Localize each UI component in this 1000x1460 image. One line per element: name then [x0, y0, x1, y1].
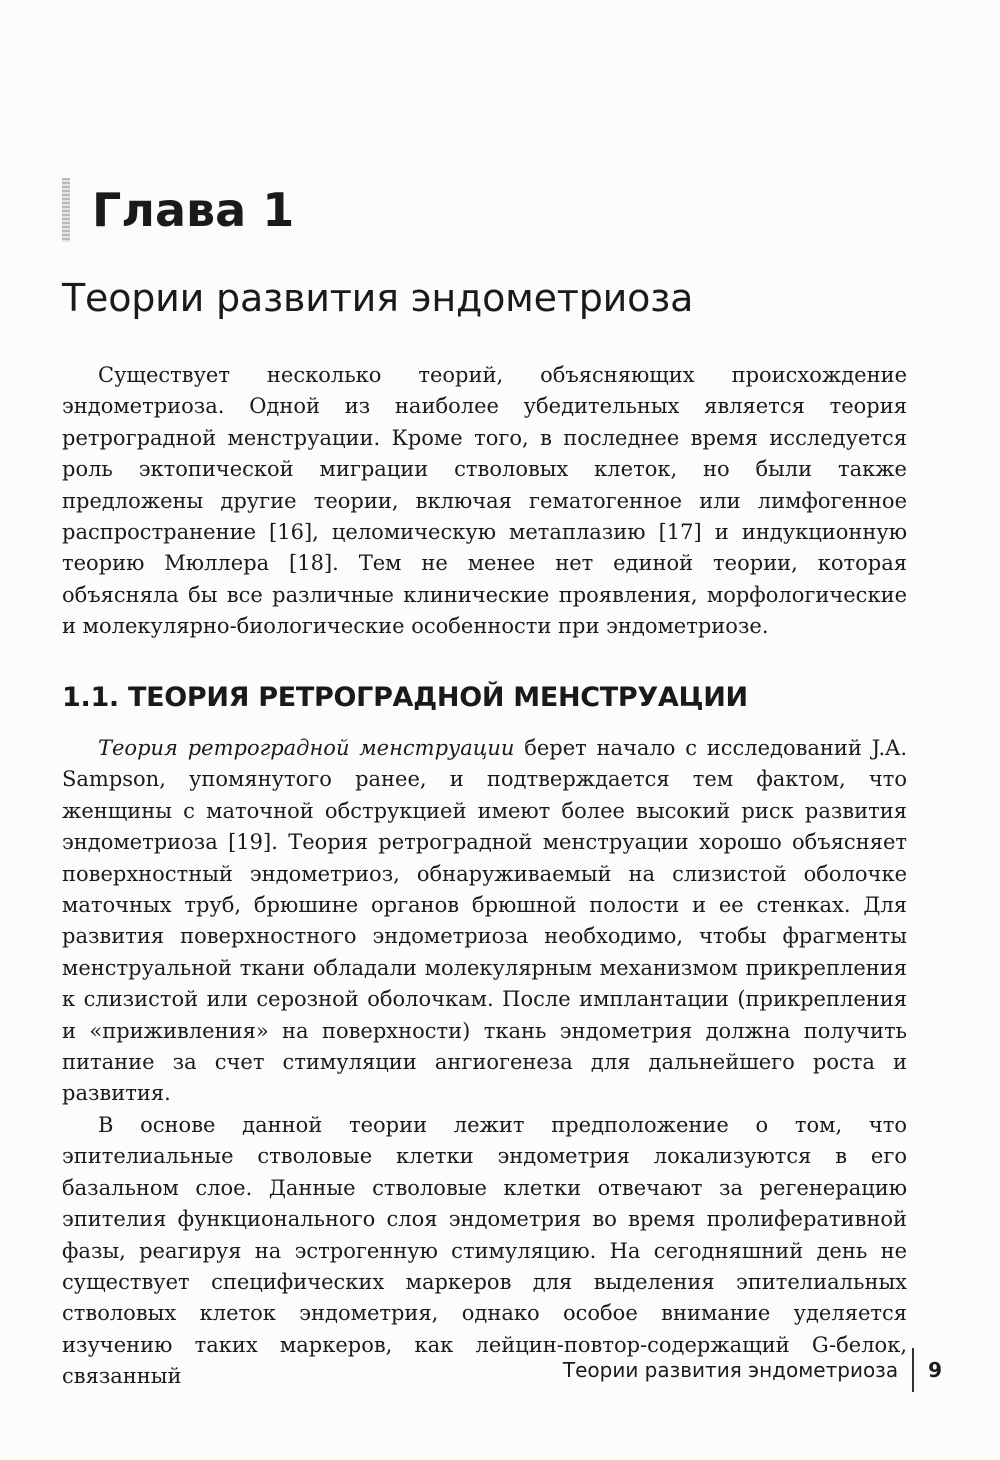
- section-paragraph-1: [62, 733, 907, 1110]
- section-paragraph-2: В основе данной теории лежит предположение о том, что эпителиальные стволовые клетки эндометрия локализуются в его базальном слое. Данные стволовые клетки отвечают за регенерацию эпителия функционального слоя эндометрия во время пролиферативной фазы, реагируя на эстрогенную стимуляцию. На сегодняшний день не существует специфических маркеров для выделения эпителиальных стволовых клеток эндометрия, однако особое внимание уделяется изучению таких маркеров, как лейцин-повтор-содержащий G-белок, связанный: [62, 1112, 907, 1389]
- intro-paragraph: Существует несколько теорий, объясняющих происхождение эндометриоза. Одной из наиболее убедительных является теория ретроградной менструации. Кроме того, в последнее время исследуется роль эктопической миграции стволовых клеток, но были также предложены другие теории, включая гематогенное или лимфогенное распространение [16], целомическую метаплазию [17] и индукционную теорию Мюллера [18]. Тем не менее нет единой теории, которая объясняла бы все различные клинические проявления, морфологические и молекулярно-биологические особенности при эндометриозе.: [62, 363, 907, 639]
- page-number: 9: [928, 1358, 942, 1382]
- chapter-title: Теории развития эндометриоза: [62, 276, 694, 320]
- paragraph-1-body: берет начало с исследований J.A. Sampson, упомянутого ранее, и подтверждается тем фактом, что женщины с маточной обструкцией имеют более высокий риск развития эндометриоза [19]. Теория ретроградной менструации хорошо объясняет поверхностный эндометриоз, обнаруживаемый на слизистой оболочке маточных труб, брюшине органов брюшной полости и ее стенках. Для развития поверхностного эндометриоза необходимо, чтобы фрагменты менструальной ткани обладали молекулярным механизмом прикрепления к слизистой или серозной оболочкам. После имплантации (прикрепления и «приживления» на поверхности) ткань эндометрия должна получить питание за счет стимуляции ангиогенеза для дальнейшего роста и развития.: [62, 736, 907, 1106]
- section-text: [62, 733, 907, 1393]
- section-heading: 1.1. ТЕОРИЯ РЕТРОГРАДНОЙ МЕНСТРУАЦИИ: [62, 682, 748, 713]
- running-title: Теории развития эндометриоза: [562, 1358, 899, 1382]
- page-footer: [563, 1348, 942, 1392]
- intro-text: [62, 360, 907, 643]
- italic-term: Теория ретроградной менструации: [98, 736, 515, 760]
- chapter-marker-bar: [62, 178, 70, 242]
- chapter-label: Глава 1: [92, 183, 295, 237]
